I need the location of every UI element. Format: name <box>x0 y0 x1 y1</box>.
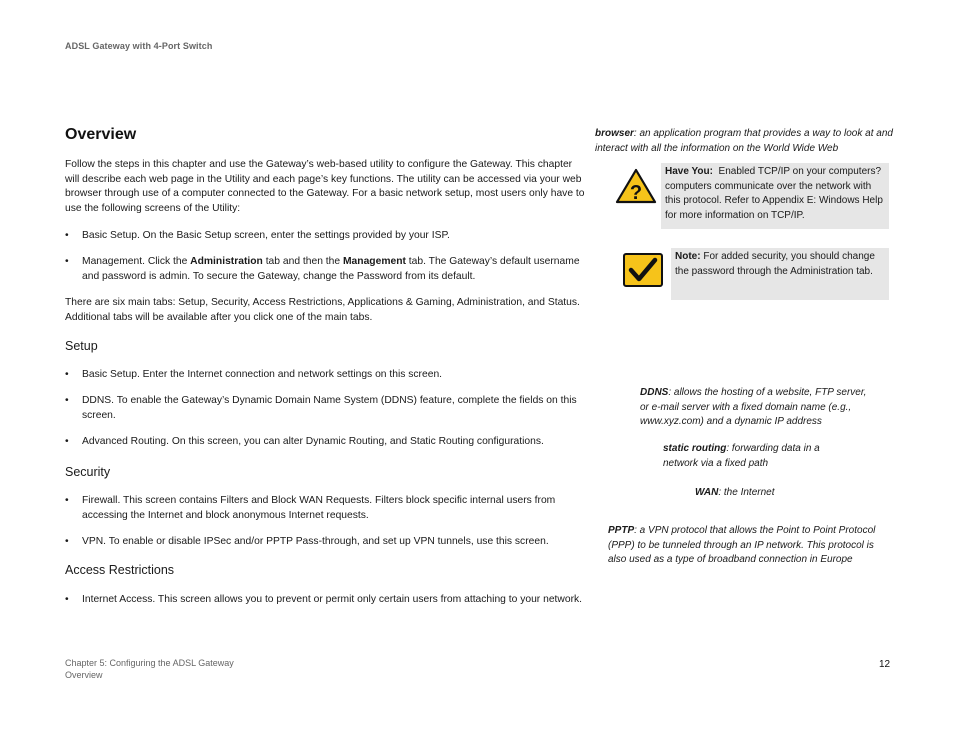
glossary-pptp <box>608 524 890 568</box>
glossary-definition: : the Internet <box>718 487 775 498</box>
have-you-text: Enabled TCP/IP on your computers? computers communicate over the network with this protocol. Refer to Appendix E: Windows Help for more information on TCP/IP. <box>665 166 886 221</box>
list-item-text: DDNS. To enable the Gateway’s Dynamic Domain Name System (DDNS) feature, complete the fields on this screen. <box>82 395 577 421</box>
bullet-icon: • <box>65 369 69 380</box>
list-item <box>65 255 587 284</box>
list-item-text: Advanced Routing. On this screen, you can alter Dynamic Routing, and Static Routing configurations. <box>82 436 544 447</box>
list-item-text: Basic Setup. Enter the Internet connection and network settings on this screen. <box>82 369 443 380</box>
glossary-definition: : forwarding data in a network via a fixed path <box>663 443 820 469</box>
list-item <box>65 494 587 523</box>
checkmark-icon <box>622 252 664 288</box>
section-heading-security: Security <box>65 465 111 479</box>
section-heading-setup: Setup <box>65 339 98 353</box>
list-item-text: VPN. To enable or disable IPSec and/or PPTP Pass-through, and set up VPN tunnels, use this screen. <box>82 536 549 547</box>
list-item <box>65 593 587 608</box>
bullet-icon: • <box>65 594 69 605</box>
bullet-icon: • <box>65 536 69 547</box>
list-item-text: Basic Setup. On the Basic Setup screen, enter the settings provided by your ISP. <box>82 230 450 241</box>
glossary-term: DDNS <box>640 387 669 398</box>
footer-chapter: Chapter 5: Configuring the ADSL Gateway <box>65 658 234 668</box>
have-you-label: Have You: <box>665 166 713 177</box>
glossary-term: browser <box>595 128 634 139</box>
bullet-icon: • <box>65 256 69 267</box>
note-label: Note: <box>675 251 701 262</box>
bullet-icon: • <box>65 395 69 406</box>
section-heading-access-restrictions: Access Restrictions <box>65 563 175 577</box>
tabs-paragraph: There are six main tabs: Setup, Security, Access Restrictions, Applications & Gaming, Administration, and Status. Additional tabs will be available after you click one of the main tabs. <box>65 297 580 323</box>
glossary-term: WAN <box>695 487 719 498</box>
note-text: For added security, you should change the password through the Administration tab. <box>675 251 875 277</box>
document-header: ADSL Gateway with 4-Port Switch <box>65 41 213 51</box>
list-item <box>65 394 587 423</box>
list-item <box>65 535 587 550</box>
list-item <box>65 368 587 383</box>
list-item-text: Internet Access. This screen allows you to prevent or permit only certain users from attaching to your network. <box>82 594 583 605</box>
warning-icon <box>615 168 657 204</box>
intro-paragraph: Follow the steps in this chapter and use the Gateway’s web-based utility to configure the Gateway. This chapter will describe each web page in the Utility and each page’s key functions. The utility can be accessed via your web browser through use of a computer connected to the Gateway. For a basic network setup, most users only have to use the following screens of the Utility: <box>65 159 585 214</box>
footer <box>65 657 234 681</box>
have-you-box <box>661 163 889 229</box>
glossary-term: PPTP <box>608 525 635 536</box>
glossary-definition: : a VPN protocol that allows the Point to Point Protocol (PPP) to be tunneled through an IP network. This protocol is also used as a type of broadband connection in Europe <box>608 525 876 565</box>
list-item <box>65 435 587 450</box>
list-item <box>65 229 587 244</box>
glossary-browser <box>595 127 895 156</box>
page-number: 12 <box>879 659 891 670</box>
svg-text:?: ? <box>629 182 643 204</box>
bullet-icon: • <box>65 230 69 241</box>
bullet-icon: • <box>65 495 69 506</box>
footer-section: Overview <box>65 670 103 680</box>
page-title: Overview <box>65 126 137 143</box>
glossary-static-routing <box>663 442 833 471</box>
list-item-text: Management. Click the Administration tab and then the Management tab. The Gateway’s default username and password is admin. To secure the Gateway, change the Password from its default. <box>82 256 580 282</box>
glossary-wan <box>695 486 845 501</box>
glossary-definition: : an application program that provides a way to look at and interact with all the information on the World Wide Web <box>595 128 893 154</box>
note-box <box>671 248 889 300</box>
list-item-text: Firewall. This screen contains Filters and Block WAN Requests. Filters block specific internal users from accessing the Internet and block anonymous Internet requests. <box>82 495 556 521</box>
glossary-definition: : allows the hosting of a website, FTP server, or e-mail server with a fixed domain name (e.g., www.xyz.com) and a dynamic IP address <box>640 387 867 427</box>
glossary-ddns <box>640 386 875 430</box>
bullet-icon: • <box>65 436 69 447</box>
glossary-term: static routing <box>663 443 727 454</box>
